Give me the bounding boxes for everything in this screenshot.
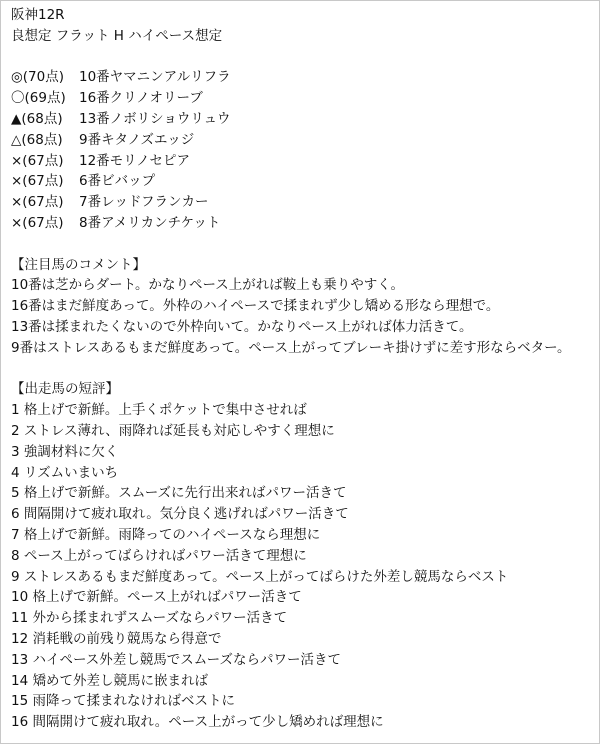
race-title: 阪神12R — [11, 7, 65, 23]
comment-line: 16番はまだ鮮度あって。外枠のハイペースで揉まれず少し矯める形なら理想で。 — [11, 298, 500, 315]
comment-line: 10番は芝からダート。かなりペース上がれば鞍上も乗りやすく。 — [11, 277, 405, 294]
prediction-horse: 8番アメリカンチケット — [79, 214, 221, 231]
spacer — [11, 234, 599, 255]
spacer — [11, 47, 599, 68]
prediction-row — [11, 130, 599, 151]
prediction-horse: 7番レッドフランカー — [79, 194, 209, 211]
spacer — [11, 359, 599, 380]
comment-line: 13番は揉まれたくないので外枠向いて。かなりペース上がれば体力活きて。 — [11, 318, 473, 335]
prediction-row — [11, 67, 599, 88]
prediction-mark: ◎(70点) — [11, 69, 64, 86]
comments-section — [11, 255, 599, 359]
review-line: 5 格上げで新鮮。スムーズに先行出来ればパワー活きて — [11, 485, 347, 502]
review-line: 10 格上げで新鮮。ペース上がればパワー活きて — [11, 589, 302, 606]
prediction-list — [11, 67, 599, 233]
reviews-heading: 【出走馬の短評】 — [11, 381, 119, 398]
prediction-mark: ×(67点) — [11, 173, 64, 190]
prediction-row — [11, 88, 599, 109]
prediction-horse: 12番モリノセピア — [79, 152, 191, 169]
review-line: 8 ペース上がってばらければパワー活きて理想に — [11, 547, 307, 564]
prediction-row — [11, 171, 599, 192]
review-line: 7 格上げで新鮮。雨降ってのハイペースなら理想に — [11, 526, 321, 543]
review-line: 9 ストレスあるもまだ鮮度あって。ペース上がってばらけた外差し競馬ならベスト — [11, 568, 509, 585]
prediction-horse: 13番ノボリショウリュウ — [79, 110, 231, 127]
prediction-mark: ×(67点) — [11, 214, 64, 231]
prediction-mark: ▲(68点) — [11, 110, 63, 127]
review-line: 16 間隔開けて疲れ取れ。ペース上がって少し矯めれば理想に — [11, 714, 384, 731]
prediction-mark: ×(67点) — [11, 152, 64, 169]
prediction-mark: △(68点) — [11, 131, 63, 148]
review-line: 3 強調材料に欠く — [11, 443, 119, 460]
prediction-row — [11, 151, 599, 172]
prediction-horse: 6番ビバップ — [79, 173, 156, 190]
prediction-row — [11, 109, 599, 130]
race-condition: 良想定 フラット H ハイペース想定 — [11, 27, 223, 44]
comments-heading: 【注目馬のコメント】 — [11, 256, 146, 273]
review-line: 13 ハイペース外差し競馬でスムーズならパワー活きて — [11, 651, 341, 668]
review-line: 14 矯めて外差し競馬に嵌まれば — [11, 672, 208, 689]
prediction-horse: 10番ヤマニンアルリフラ — [79, 69, 231, 86]
prediction-mark: ×(67点) — [11, 194, 64, 211]
reviews-section — [11, 379, 599, 733]
review-line: 15 雨降って揉まれなければベストに — [11, 693, 235, 710]
review-line: 2 ストレス薄れ、雨降れば延長も対応しやすく理想に — [11, 422, 335, 439]
review-line: 12 消耗戦の前残り競馬なら得意で — [11, 630, 222, 647]
review-line: 1 格上げで新鮮。上手くポケットで集中させれば — [11, 402, 307, 419]
prediction-horse: 9番キタノズエッジ — [79, 131, 195, 148]
prediction-row — [11, 213, 599, 234]
comment-line: 9番はストレスあるもまだ鮮度あって。ペース上がってブレーキ掛けずに差す形ならベター。 — [11, 339, 571, 356]
prediction-mark: 〇(69点) — [11, 90, 66, 107]
review-line: 11 外から揉まれずスムーズならパワー活きて — [11, 610, 288, 627]
prediction-row — [11, 192, 599, 213]
prediction-horse: 16番クリノオリーブ — [79, 90, 203, 107]
review-line: 6 間隔開けて疲れ取れ。気分良く逃げればパワー活きて — [11, 506, 349, 523]
review-line: 4 リズムいまいち — [11, 464, 119, 481]
